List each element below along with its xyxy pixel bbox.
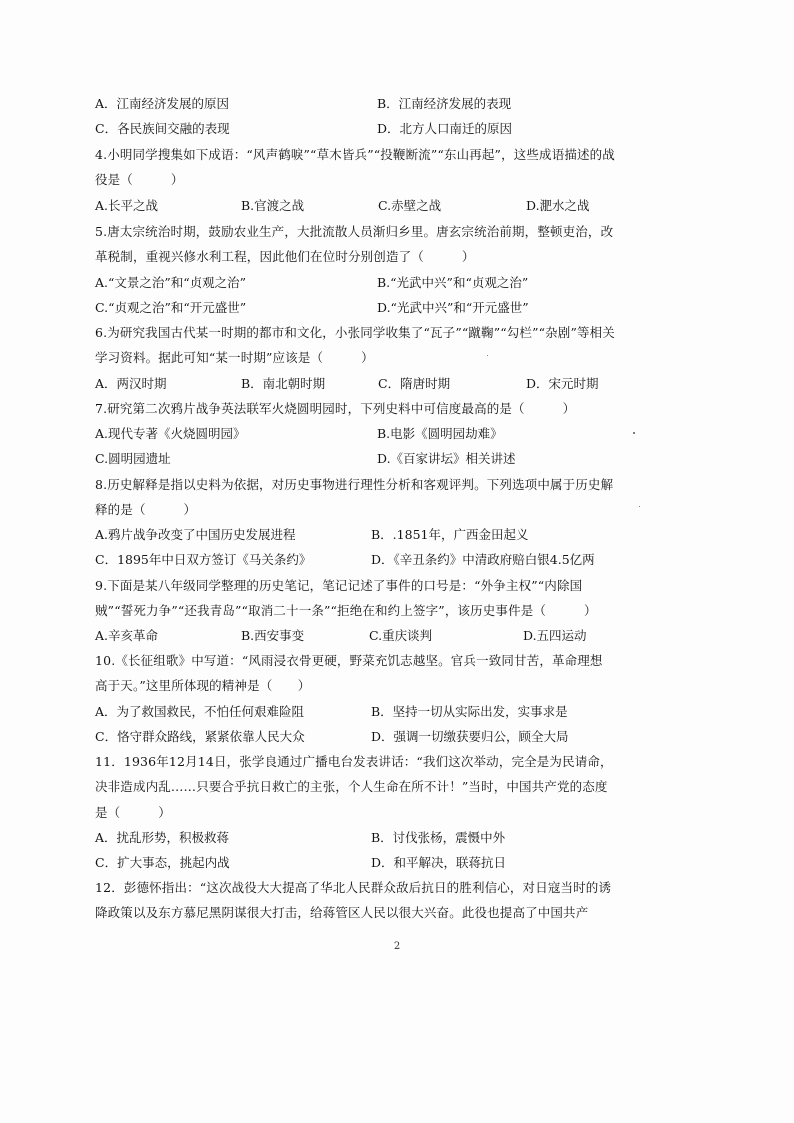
q7-options [95,421,615,472]
q9-options [95,623,615,648]
q4-options [95,193,615,218]
q11-stem: 11．1936年12月14日，张学良通过广播电台发表讲话：“我们这次举动，完全是为民请命，决非造成内乱……只要合乎抗日救亡的主张，个人生命在所不计！”当时，中国共产党的态度是（ ） [95,754,613,820]
q11-options [95,825,615,876]
q7-option-a[interactable]: A.现代专著《火烧圆明园》 [95,426,246,441]
q9-option-c[interactable]: C.重庆谈判 [369,628,433,643]
q12-stem: 12．彭德怀指出：“这次战役大大提高了华北人民群众敌后抗日的胜利信心，对日寇当时的诱降政策以及东方慕尼黑阴谋很大打击，给蒋管区人民以很大兴奋。此役也提高了中国共产 [95,880,612,921]
scan-speck [633,432,635,434]
q9-option-b[interactable]: B.西安事变 [241,628,305,643]
q5-option-a[interactable]: A.“文景之治”和“贞观之治” [95,275,247,290]
q4-option-c[interactable]: C.赤壁之战 [378,198,442,213]
q11-option-b[interactable]: B．讨伐张杨，震慑中外 [371,830,506,845]
q5-option-b[interactable]: B.“光武中兴”和“贞观之治” [377,275,529,290]
q10-stem: 10.《长征组歌》中写道：“风雨浸衣骨更硬，野菜充饥志越坚。官兵一致同甘苦，革命理想高于天。”这里所体现的精神是（ ） [95,653,603,694]
q5-option-d[interactable]: D.“光武中兴”和“开元盛世” [377,300,529,316]
q10-option-d[interactable]: D．强调一切缴获要归公，顾全大局 [371,729,569,745]
q3-option-b[interactable]: B．江南经济发展的表现 [377,96,512,111]
q8-stem: 8.历史解释是指以史料为依据，对历史事物进行理性分析和客观评判。下列选项中属于历史解释的是（ ） [95,477,614,518]
q4-option-b[interactable]: B.官渡之战 [241,198,305,213]
q5-stem: 5.唐太宗统治时期，鼓励农业生产，大批流散人员渐归乡里。唐玄宗统治前期，整顿吏治，改革税制，重视兴修水利工程，因此他们在位时分别创造了（ ） [95,224,614,265]
q7-option-c[interactable]: C.圆明园遗址 [95,451,171,467]
q6-option-c[interactable]: C．隋唐时期 [378,376,451,391]
q7-option-d[interactable]: D.《百家讲坛》相关讲述 [377,451,516,467]
q6-option-d[interactable]: D．宋元时期 [526,376,599,391]
q11-option-a[interactable]: A．扰乱形势，积极救蒋 [95,830,230,845]
q5-option-c[interactable]: C.“贞观之治”和“开元盛世” [95,300,247,316]
q8-option-a[interactable]: A.鸦片战争改变了中国历史发展进程 [95,527,296,542]
q3-options [95,91,615,142]
q10-options [95,699,615,750]
q3-option-a[interactable]: A．江南经济发展的原因 [95,96,230,111]
q6-stem: 6.为研究我国古代某一时期的都市和文化，小张同学收集了“瓦子”“蹴鞠”“勾栏”“杂剧”等相关学习资料。据此可知“某一时期”应该是（ ） [95,325,615,366]
q3-option-d[interactable]: D．北方人口南迁的原因 [377,121,513,137]
scan-speck [639,506,640,507]
q7-option-b[interactable]: B.电影《圆明园劫难》 [377,426,503,441]
q10-option-c[interactable]: C．恪守群众路线，紧紧依靠人民大众 [95,729,305,745]
q8-options [95,522,615,573]
q8-option-b[interactable]: B．.1851年，广西金田起义 [371,527,529,542]
q8-option-c[interactable]: C．1895年中日双方签订《马关条约》 [95,552,312,568]
q3-option-c[interactable]: C．各民族间交融的表现 [95,121,230,137]
q8-option-d[interactable]: D．《辛丑条约》中清政府赔白银4.5亿两 [371,552,595,568]
q10-option-b[interactable]: B．坚持一切从实际出发，实事求是 [371,704,568,719]
q5-options [95,270,615,321]
q4-stem: 4.小明同学搜集如下成语：“风声鹤唳”“草木皆兵”“投鞭断流”“东山再起”，这些成语描述的战役是（ ） [95,147,615,188]
q10-option-a[interactable]: A．为了救国救民，不怕任何艰难险阻 [95,704,305,719]
q9-stem: 9.下面是某八年级同学整理的历史笔记，笔记记述了事件的口号是：“外争主权”“内除国贼”“誓死力争”“还我青岛”“取消二十一条”“拒绝在和约上签字”，该历史事件是（ ） [95,578,597,619]
q4-option-d[interactable]: D.淝水之战 [526,198,590,213]
q11-option-d[interactable]: D．和平解决，联蒋抗日 [371,855,507,871]
q6-options [95,371,615,396]
q7-stem: 7.研究第二次鸦片战争英法联军火烧圆明园时，下列史料中可信度最高的是（ ） [95,401,576,416]
q6-option-b[interactable]: B．南北朝时期 [241,376,326,391]
scan-speck [487,355,488,356]
q11-option-c[interactable]: C．扩大事态，挑起内战 [95,855,230,871]
page-number: 2 [393,941,401,952]
q6-option-a[interactable]: A．两汉时期 [95,376,167,391]
q4-option-a[interactable]: A.长平之战 [95,198,159,213]
q9-option-d[interactable]: D.五四运动 [523,628,587,643]
q9-option-a[interactable]: A.辛亥革命 [95,628,159,643]
